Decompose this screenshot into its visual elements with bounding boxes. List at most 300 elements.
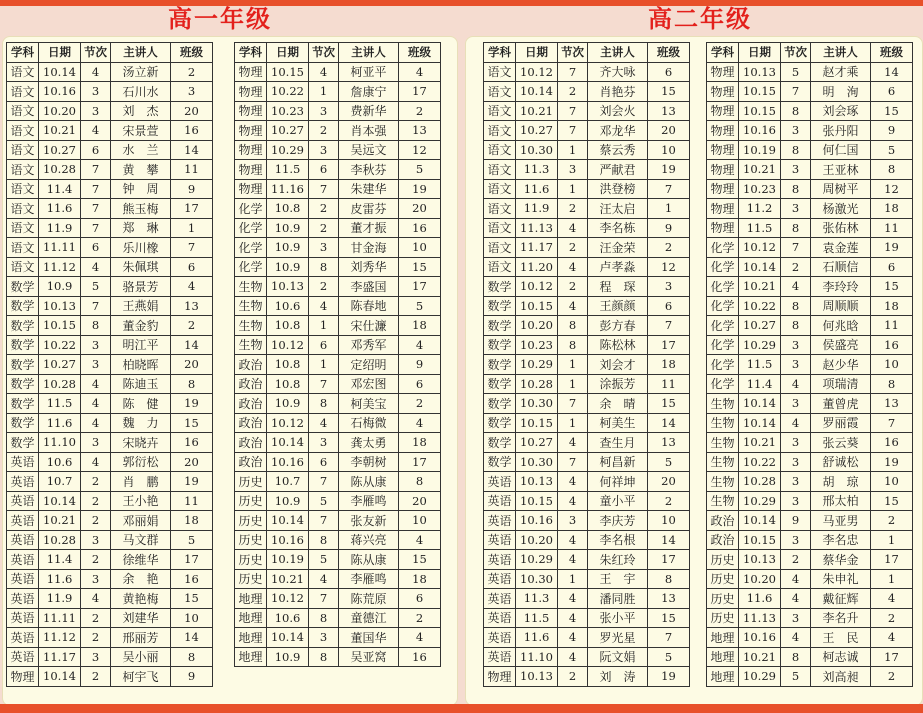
cell-subject: 化学: [707, 316, 739, 336]
cell-class: 1: [171, 218, 213, 238]
cell-date: 10.21: [739, 160, 781, 180]
cell-class: 6: [399, 374, 441, 394]
cell-subject: 英语: [484, 608, 516, 628]
cell-lecturer: 项瑞清: [811, 374, 871, 394]
cell-lecturer: 陈从康: [339, 550, 399, 570]
table-row: [484, 608, 690, 628]
cell-subject: 英语: [7, 511, 39, 531]
cell-date: 10.16: [739, 121, 781, 141]
cell-period: 7: [558, 394, 588, 414]
cell-lecturer: 徐维华: [111, 550, 171, 570]
cell-lecturer: 刘会火: [588, 101, 648, 121]
cell-subject: 生物: [707, 413, 739, 433]
cell-date: 10.14: [739, 413, 781, 433]
table-header-row: [235, 43, 441, 63]
cell-period: 4: [81, 413, 111, 433]
cell-lecturer: 钟 周: [111, 179, 171, 199]
table-row: [707, 569, 913, 589]
table-row: [484, 511, 690, 531]
table-row: [7, 394, 213, 414]
cell-lecturer: 李朝树: [339, 452, 399, 472]
table-row: [235, 511, 441, 531]
cell-class: 3: [648, 277, 690, 297]
cell-lecturer: 刘 杰: [111, 101, 171, 121]
cell-period: 2: [309, 199, 339, 219]
cell-date: 11.6: [39, 413, 81, 433]
cell-lecturer: 童德江: [339, 608, 399, 628]
cell-lecturer: 明 洵: [811, 82, 871, 102]
cell-subject: 数学: [484, 452, 516, 472]
cell-class: 4: [871, 589, 913, 609]
cell-class: 5: [871, 140, 913, 160]
cell-subject: 历史: [707, 608, 739, 628]
cell-period: 2: [558, 277, 588, 297]
cell-class: 1: [871, 530, 913, 550]
cell-date: 10.9: [267, 394, 309, 414]
cell-subject: 物理: [235, 62, 267, 82]
cell-period: 6: [309, 452, 339, 472]
cell-subject: 语文: [484, 62, 516, 82]
cell-lecturer: 侯盛亮: [811, 335, 871, 355]
cell-lecturer: 水 兰: [111, 140, 171, 160]
cell-lecturer: 齐大咏: [588, 62, 648, 82]
cell-class: 17: [648, 550, 690, 570]
table-row: [235, 355, 441, 375]
header-class: 班级: [871, 43, 913, 63]
cell-subject: 数学: [7, 374, 39, 394]
cell-subject: 数学: [7, 335, 39, 355]
cell-period: 2: [558, 82, 588, 102]
cell-subject: 语文: [7, 199, 39, 219]
cell-subject: 政治: [235, 452, 267, 472]
cell-period: 4: [558, 589, 588, 609]
cell-period: 7: [309, 511, 339, 531]
cell-class: 7: [648, 316, 690, 336]
grade1-title: 高一年级: [168, 5, 272, 33]
cell-class: 2: [171, 62, 213, 82]
cell-class: 18: [871, 296, 913, 316]
table-row: [484, 530, 690, 550]
cell-class: 14: [171, 140, 213, 160]
cell-subject: 英语: [7, 452, 39, 472]
cell-date: 10.9: [267, 257, 309, 277]
cell-period: 7: [81, 199, 111, 219]
table-row: [484, 199, 690, 219]
cell-lecturer: 童小平: [588, 491, 648, 511]
header-lecturer: 主讲人: [811, 43, 871, 63]
table-row: [484, 355, 690, 375]
table-row: [7, 452, 213, 472]
cell-period: 8: [309, 647, 339, 667]
cell-date: 10.6: [267, 608, 309, 628]
table-row: [484, 62, 690, 82]
cell-period: 5: [309, 550, 339, 570]
cell-date: 10.22: [267, 82, 309, 102]
cell-subject: 物理: [7, 667, 39, 687]
cell-period: 8: [781, 296, 811, 316]
cell-lecturer: 刘秀华: [339, 257, 399, 277]
cell-period: 3: [781, 530, 811, 550]
cell-subject: 地理: [235, 628, 267, 648]
cell-class: 20: [399, 491, 441, 511]
cell-period: 8: [309, 530, 339, 550]
table-row: [7, 238, 213, 258]
cell-subject: 物理: [707, 179, 739, 199]
cell-date: 10.14: [39, 667, 81, 687]
header-date: 日期: [739, 43, 781, 63]
cell-date: 11.5: [267, 160, 309, 180]
cell-period: 5: [781, 62, 811, 82]
cell-date: 11.17: [516, 238, 558, 258]
table-row: [484, 82, 690, 102]
cell-subject: 英语: [484, 530, 516, 550]
cell-subject: 语文: [7, 179, 39, 199]
cell-period: 4: [781, 374, 811, 394]
cell-class: 4: [171, 277, 213, 297]
cell-class: 2: [399, 608, 441, 628]
cell-date: 11.6: [39, 569, 81, 589]
cell-lecturer: 李名栋: [588, 218, 648, 238]
cell-class: 2: [171, 316, 213, 336]
cell-date: 10.13: [739, 550, 781, 570]
cell-lecturer: 马文群: [111, 530, 171, 550]
cell-period: 7: [781, 82, 811, 102]
cell-subject: 语文: [484, 140, 516, 160]
table-row: [235, 628, 441, 648]
table-row: [484, 589, 690, 609]
cell-class: 17: [171, 550, 213, 570]
cell-subject: 物理: [235, 160, 267, 180]
cell-class: 3: [171, 82, 213, 102]
cell-subject: 化学: [707, 335, 739, 355]
cell-date: 11.13: [516, 218, 558, 238]
cell-period: 4: [558, 491, 588, 511]
table-row: [484, 491, 690, 511]
cell-lecturer: 董才振: [339, 218, 399, 238]
cell-date: 10.30: [516, 140, 558, 160]
cell-period: 3: [309, 101, 339, 121]
table-row: [235, 550, 441, 570]
cell-period: 8: [781, 218, 811, 238]
cell-class: 18: [648, 355, 690, 375]
cell-period: 8: [781, 140, 811, 160]
table-row: [235, 491, 441, 511]
cell-date: 10.12: [267, 335, 309, 355]
cell-date: 10.21: [739, 277, 781, 297]
cell-date: 10.29: [267, 140, 309, 160]
cell-period: 7: [81, 160, 111, 180]
cell-subject: 历史: [707, 589, 739, 609]
cell-date: 10.8: [267, 355, 309, 375]
cell-date: 10.27: [39, 140, 81, 160]
cell-lecturer: 郭衍松: [111, 452, 171, 472]
table-row: [707, 335, 913, 355]
table-row: [484, 257, 690, 277]
cell-class: 16: [871, 433, 913, 453]
table-row: [235, 82, 441, 102]
cell-lecturer: 张小平: [588, 608, 648, 628]
cell-date: 10.9: [39, 277, 81, 297]
cell-class: 7: [648, 179, 690, 199]
cell-period: 2: [309, 218, 339, 238]
table-row: [7, 160, 213, 180]
cell-lecturer: 朱佩琪: [111, 257, 171, 277]
cell-lecturer: 邓秀军: [339, 335, 399, 355]
cell-lecturer: 陈 健: [111, 394, 171, 414]
table-row: [707, 472, 913, 492]
cell-period: 1: [558, 413, 588, 433]
cell-lecturer: 李名根: [588, 530, 648, 550]
cell-class: 9: [648, 218, 690, 238]
cell-date: 10.19: [267, 550, 309, 570]
cell-period: 7: [558, 121, 588, 141]
cell-date: 10.13: [739, 62, 781, 82]
cell-subject: 英语: [7, 569, 39, 589]
table-row: [7, 472, 213, 492]
cell-date: 10.27: [739, 316, 781, 336]
cell-date: 11.5: [516, 608, 558, 628]
cell-date: 11.4: [39, 179, 81, 199]
cell-subject: 地理: [707, 667, 739, 687]
cell-date: 10.23: [739, 179, 781, 199]
cell-period: 4: [558, 550, 588, 570]
table-row: [235, 608, 441, 628]
cell-subject: 物理: [235, 101, 267, 121]
table-row: [235, 179, 441, 199]
cell-lecturer: 王小艳: [111, 491, 171, 511]
cell-lecturer: 石顺信: [811, 257, 871, 277]
cell-date: 10.30: [516, 394, 558, 414]
cell-lecturer: 陈松林: [588, 335, 648, 355]
cell-class: 19: [171, 472, 213, 492]
cell-period: 4: [781, 277, 811, 297]
cell-period: 8: [309, 394, 339, 414]
cell-date: 10.27: [267, 121, 309, 141]
cell-class: 5: [648, 452, 690, 472]
cell-period: 7: [309, 179, 339, 199]
table-row: [7, 296, 213, 316]
cell-lecturer: 魏 力: [111, 413, 171, 433]
cell-lecturer: 费新华: [339, 101, 399, 121]
cell-class: 17: [399, 82, 441, 102]
table-row: [235, 199, 441, 219]
cell-subject: 物理: [707, 62, 739, 82]
cell-subject: 语文: [484, 238, 516, 258]
header-lecturer: 主讲人: [588, 43, 648, 63]
cell-lecturer: 程 琛: [588, 277, 648, 297]
cell-class: 8: [171, 374, 213, 394]
cell-lecturer: 邢丽芳: [111, 628, 171, 648]
cell-period: 3: [781, 608, 811, 628]
cell-date: 10.27: [516, 121, 558, 141]
cell-subject: 数学: [484, 394, 516, 414]
cell-period: 4: [558, 433, 588, 453]
table-row: [235, 433, 441, 453]
cell-subject: 生物: [707, 472, 739, 492]
cell-date: 10.12: [267, 589, 309, 609]
cell-subject: 数学: [484, 316, 516, 336]
cell-period: 3: [81, 530, 111, 550]
cell-subject: 数学: [484, 277, 516, 297]
cell-subject: 语文: [7, 62, 39, 82]
table-row: [707, 257, 913, 277]
cell-class: 20: [648, 121, 690, 141]
cell-subject: 地理: [235, 589, 267, 609]
cell-date: 10.12: [516, 62, 558, 82]
cell-class: 17: [871, 550, 913, 570]
cell-class: 17: [871, 647, 913, 667]
cell-subject: 英语: [7, 530, 39, 550]
table-row: [484, 238, 690, 258]
cell-date: 11.11: [39, 608, 81, 628]
cell-lecturer: 肖本强: [339, 121, 399, 141]
cell-lecturer: 柯昌新: [588, 452, 648, 472]
cell-period: 2: [81, 628, 111, 648]
cell-period: 3: [558, 511, 588, 531]
table-row: [7, 647, 213, 667]
cell-subject: 英语: [484, 569, 516, 589]
cell-lecturer: 定绍明: [339, 355, 399, 375]
cell-class: 8: [648, 569, 690, 589]
cell-subject: 历史: [707, 569, 739, 589]
cell-subject: 语文: [7, 160, 39, 180]
cell-period: 3: [781, 491, 811, 511]
cell-subject: 数学: [7, 355, 39, 375]
cell-subject: 语文: [484, 179, 516, 199]
cell-subject: 物理: [235, 140, 267, 160]
cell-class: 2: [399, 394, 441, 414]
cell-class: 7: [871, 413, 913, 433]
cell-date: 10.19: [739, 140, 781, 160]
cell-class: 12: [871, 179, 913, 199]
cell-subject: 化学: [235, 238, 267, 258]
cell-date: 11.9: [39, 218, 81, 238]
cell-period: 3: [309, 140, 339, 160]
cell-class: 1: [871, 569, 913, 589]
table-row: [707, 647, 913, 667]
cell-lecturer: 郑 琳: [111, 218, 171, 238]
cell-date: 11.6: [516, 179, 558, 199]
cell-period: 2: [81, 511, 111, 531]
cell-subject: 生物: [235, 277, 267, 297]
cell-period: 5: [81, 277, 111, 297]
cell-lecturer: 杨激光: [811, 199, 871, 219]
table-row: [7, 179, 213, 199]
table-row: [707, 277, 913, 297]
cell-lecturer: 周顺顺: [811, 296, 871, 316]
cell-lecturer: 吴小丽: [111, 647, 171, 667]
cell-class: 15: [871, 101, 913, 121]
table-row: [235, 101, 441, 121]
cell-subject: 地理: [707, 628, 739, 648]
table-row: [7, 355, 213, 375]
table-row: [7, 433, 213, 453]
cell-class: 19: [648, 160, 690, 180]
cell-class: 6: [648, 62, 690, 82]
cell-lecturer: 朱红玲: [588, 550, 648, 570]
table-row: [235, 121, 441, 141]
cell-date: 10.15: [516, 413, 558, 433]
table-row: [235, 413, 441, 433]
cell-subject: 化学: [235, 218, 267, 238]
header-class: 班级: [171, 43, 213, 63]
cell-class: 16: [399, 218, 441, 238]
cell-class: 16: [171, 433, 213, 453]
cell-period: 4: [558, 628, 588, 648]
cell-period: 4: [309, 62, 339, 82]
cell-class: 10: [399, 511, 441, 531]
table-row: [484, 413, 690, 433]
table-row: [707, 82, 913, 102]
cell-date: 10.16: [739, 628, 781, 648]
table-row: [7, 335, 213, 355]
cell-period: 6: [309, 160, 339, 180]
cell-class: 8: [871, 374, 913, 394]
cell-subject: 物理: [235, 179, 267, 199]
cell-date: 10.14: [516, 82, 558, 102]
header-subject: 学科: [484, 43, 516, 63]
cell-lecturer: 李雁鸣: [339, 569, 399, 589]
cell-period: 2: [558, 238, 588, 258]
cell-lecturer: 朱申礼: [811, 569, 871, 589]
cell-period: 4: [309, 413, 339, 433]
cell-class: 6: [871, 257, 913, 277]
cell-period: 3: [781, 121, 811, 141]
cell-date: 10.15: [267, 62, 309, 82]
table-row: [707, 316, 913, 336]
cell-period: 5: [309, 491, 339, 511]
cell-class: 4: [399, 62, 441, 82]
cell-period: 1: [558, 374, 588, 394]
cell-date: 10.13: [516, 472, 558, 492]
cell-date: 11.3: [516, 589, 558, 609]
cell-date: 10.15: [739, 530, 781, 550]
cell-subject: 数学: [484, 296, 516, 316]
cell-class: 10: [871, 355, 913, 375]
table-row: [235, 530, 441, 550]
table-row: [235, 569, 441, 589]
table-row: [484, 374, 690, 394]
cell-lecturer: 汪太启: [588, 199, 648, 219]
cell-lecturer: 皮雷芬: [339, 199, 399, 219]
cell-subject: 地理: [235, 608, 267, 628]
cell-class: 17: [648, 335, 690, 355]
cell-subject: 物理: [707, 218, 739, 238]
cell-lecturer: 余 艳: [111, 569, 171, 589]
cell-subject: 生物: [235, 296, 267, 316]
table-row: [484, 179, 690, 199]
table-row: [235, 394, 441, 414]
header-period: 节次: [81, 43, 111, 63]
cell-date: 10.28: [516, 374, 558, 394]
grade1-table-right: [234, 42, 441, 667]
cell-lecturer: 李名升: [811, 608, 871, 628]
cell-lecturer: 肖 鹏: [111, 472, 171, 492]
cell-date: 10.14: [739, 257, 781, 277]
cell-date: 10.20: [516, 530, 558, 550]
cell-subject: 语文: [7, 218, 39, 238]
cell-lecturer: 王颜颜: [588, 296, 648, 316]
cell-subject: 英语: [484, 647, 516, 667]
cell-date: 10.29: [739, 335, 781, 355]
cell-date: 11.5: [739, 355, 781, 375]
cell-period: 5: [781, 667, 811, 687]
cell-lecturer: 石梅微: [339, 413, 399, 433]
cell-class: 15: [648, 394, 690, 414]
cell-lecturer: 黄艳梅: [111, 589, 171, 609]
cell-subject: 英语: [7, 550, 39, 570]
cell-date: 10.21: [516, 101, 558, 121]
